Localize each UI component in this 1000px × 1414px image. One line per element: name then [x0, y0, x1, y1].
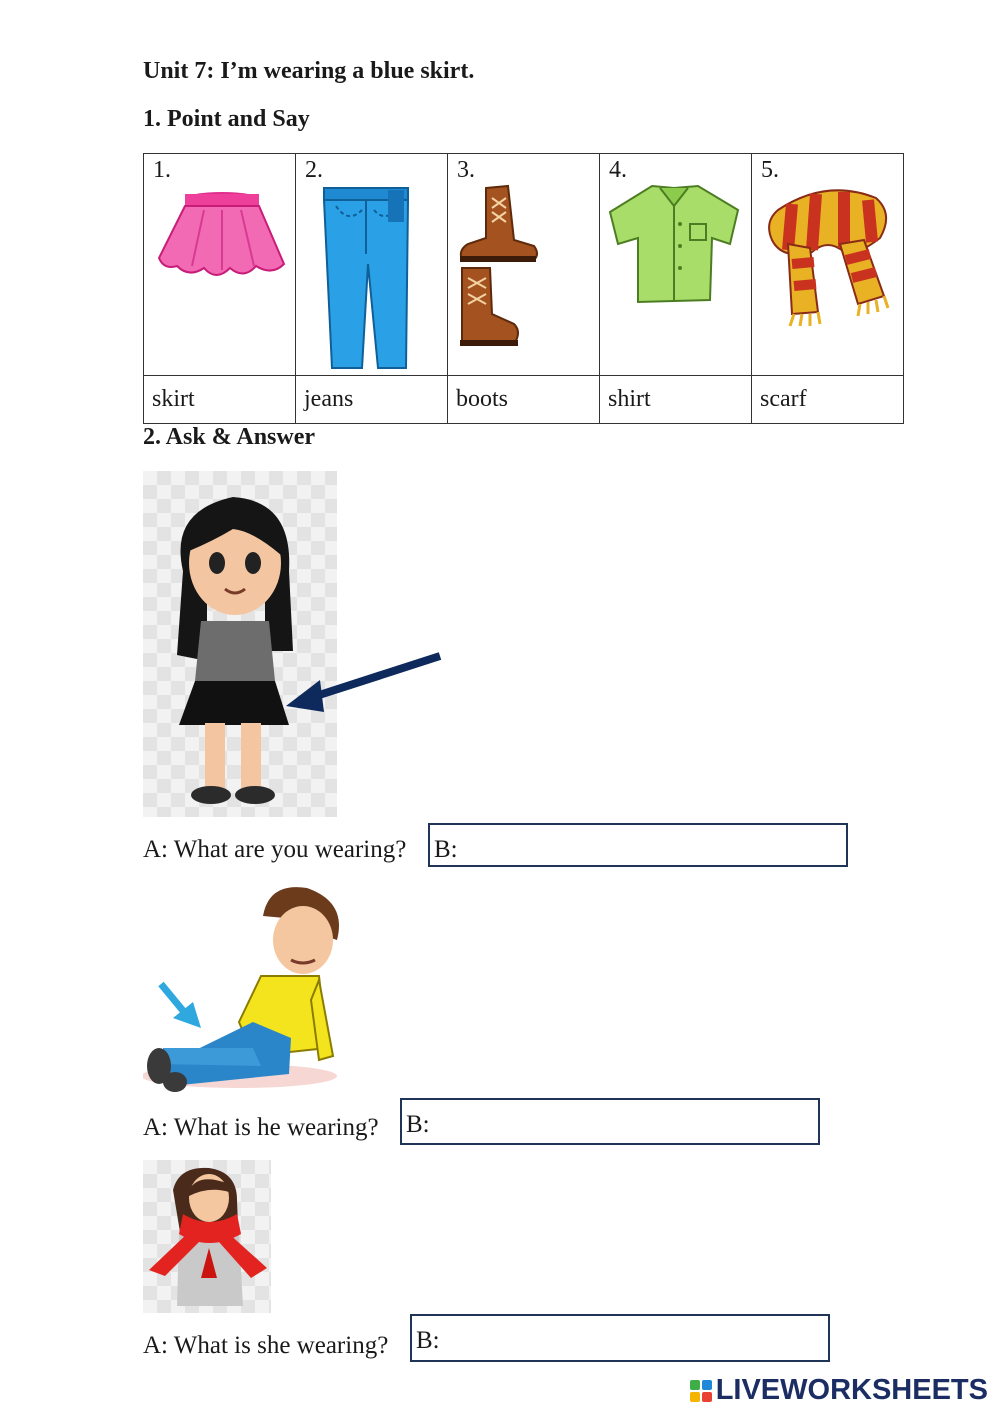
girl-black-skirt-illustration [143, 471, 337, 817]
blue-jeans-icon [296, 154, 446, 375]
item-number: 3. [457, 157, 475, 183]
brand-text: LIVEWORKSHEETS [715, 1374, 988, 1406]
arrow-pointer-icon [280, 650, 450, 714]
answer-box-3[interactable] [410, 1314, 830, 1362]
answer-label: B: [416, 1327, 440, 1354]
pink-skirt-icon [144, 154, 294, 375]
vocab-word-skirt: skirt [144, 376, 296, 424]
item-number: 4. [609, 157, 627, 183]
striped-scarf-icon [752, 154, 902, 375]
liveworksheets-logo-icon [690, 1380, 712, 1402]
vocab-cell-5 [752, 154, 904, 376]
question-1: A: What are you wearing? [143, 836, 407, 863]
green-shirt-icon [600, 154, 750, 375]
answer-label: B: [406, 1111, 430, 1138]
question-3: A: What is she wearing? [143, 1332, 389, 1359]
boy-sitting-jeans-illustration [143, 880, 353, 1094]
vocab-word-scarf: scarf [752, 376, 904, 424]
liveworksheets-logo [690, 1374, 988, 1407]
answer-box-2[interactable] [400, 1098, 820, 1145]
answer-box-1[interactable] [428, 823, 848, 867]
vocab-cell-4 [600, 154, 752, 376]
question-2: A: What is he wearing? [143, 1114, 379, 1141]
vocab-cell-2 [296, 154, 448, 376]
vocabulary-table [143, 153, 904, 424]
item-number: 5. [761, 157, 779, 183]
girl-red-scarf-illustration [143, 1160, 271, 1313]
section-heading-point-and-say: 1. Point and Say [143, 106, 310, 132]
vocab-word-jeans: jeans [296, 376, 448, 424]
item-number: 2. [305, 157, 323, 183]
worksheet-title: Unit 7: I’m wearing a blue skirt. [143, 58, 475, 84]
vocab-cell-3 [448, 154, 600, 376]
vocab-word-boots: boots [448, 376, 600, 424]
item-number: 1. [153, 157, 171, 183]
section-heading-ask-answer: 2. Ask & Answer [143, 424, 316, 450]
brown-boots-icon [448, 154, 598, 375]
vocab-word-shirt: shirt [600, 376, 752, 424]
vocab-cell-1 [144, 154, 296, 376]
answer-label: B: [434, 836, 458, 863]
